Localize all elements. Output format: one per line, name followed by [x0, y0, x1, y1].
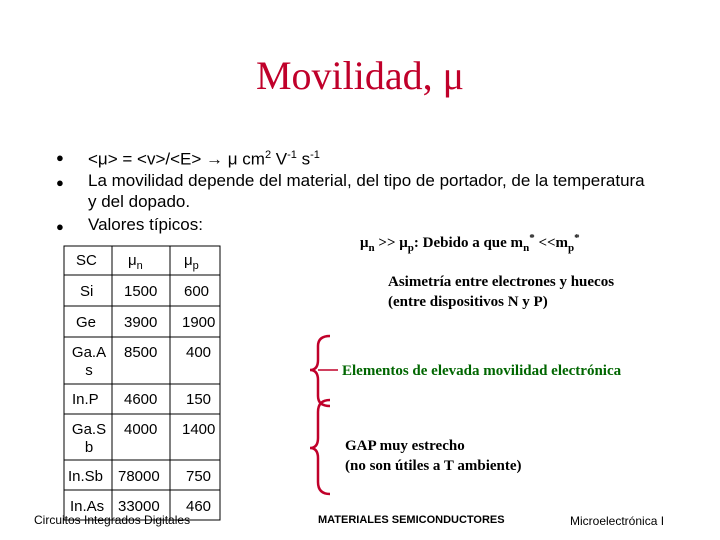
- sup: -1: [287, 149, 297, 161]
- sc-line: Ga.A: [71, 344, 107, 361]
- bullet-text: V: [271, 149, 288, 169]
- note-line: (no son útiles a T ambiente): [345, 458, 522, 474]
- note-sub: p: [407, 242, 414, 254]
- sup: 2: [264, 149, 272, 161]
- bullet-marker: ●: [56, 150, 64, 165]
- note-line: Asimetría entre electrones y huecos: [388, 274, 615, 290]
- table-cell-sc: In.As: [70, 498, 105, 515]
- table-cell-mup: 400: [186, 344, 212, 361]
- table-cell-mun: 4000: [124, 421, 158, 438]
- sub: n: [136, 260, 143, 272]
- mu-symbol: μ: [184, 252, 193, 269]
- sc-line: Ga.S: [71, 421, 107, 438]
- note-text: >> μ: [374, 235, 408, 251]
- table-cell-mun: 1500: [124, 283, 158, 300]
- bullet-line: La movilidad depende del material, del tipo de portador, de la temperatura: [88, 171, 645, 190]
- note-text: μ: [360, 235, 369, 251]
- table-header-mup: [184, 252, 199, 275]
- bullet-text: <μ> = <v>/<E> → μ cm: [88, 149, 265, 169]
- table-cell-mup: 1400: [182, 421, 216, 438]
- footer-subject: Microelectrónica I: [570, 514, 665, 528]
- bullet-line: y del dopado.: [88, 192, 191, 211]
- note-line: (entre dispositivos N y P): [388, 294, 548, 310]
- table-header-sc: SC: [76, 252, 97, 269]
- bullet-text: s: [296, 149, 311, 169]
- table-cell-sc: In.P: [72, 391, 99, 408]
- sc-line: b: [84, 439, 94, 456]
- bracket-high-mobility: [310, 336, 330, 406]
- note-sup: *: [574, 232, 580, 244]
- note-sub: p: [568, 242, 575, 254]
- table-cell-sc: In.Sb: [68, 468, 104, 485]
- note-sub: n: [368, 242, 375, 254]
- table-cell-mun: 8500: [124, 344, 158, 361]
- table-cell-sc: [70, 421, 108, 457]
- bullet-marker: ●: [56, 175, 64, 190]
- sup: -1: [310, 149, 320, 161]
- note-text: <<m: [534, 235, 569, 251]
- note-high-mobility: Elementos de elevada movilidad electrónica: [342, 363, 622, 379]
- table-cell-mup: 150: [186, 391, 212, 408]
- sc-line: s: [85, 362, 93, 379]
- table-cell-sc: [70, 344, 108, 380]
- note-sup: *: [529, 232, 535, 244]
- bullet-typical-values: Valores típicos:: [88, 215, 203, 234]
- table-cell-mup: 1900: [182, 314, 216, 331]
- sub: p: [192, 260, 199, 272]
- table-cell-sc: Ge: [76, 314, 97, 331]
- bullet-marker: ●: [56, 219, 64, 234]
- table-cell-mup: 600: [184, 283, 210, 300]
- table-cell-sc: Si: [80, 283, 94, 300]
- table-cell-mun: 3900: [124, 314, 158, 331]
- slide-title: Movilidad, μ: [255, 53, 465, 98]
- mu-symbol: μ: [128, 252, 137, 269]
- footer-topic: MATERIALES SEMICONDUCTORES: [318, 514, 505, 526]
- footer-course: Circuitos Integrados Digitales: [34, 513, 191, 527]
- note-text: : Debido a que m: [413, 235, 524, 251]
- table-cell-mup: 460: [186, 498, 212, 515]
- table-cell-mun: 78000: [118, 468, 160, 485]
- table-cell-mup: 750: [186, 468, 212, 485]
- table-cell-mun: 33000: [118, 498, 160, 515]
- note-sub: n: [523, 242, 530, 254]
- table-cell-mun: 4600: [124, 391, 158, 408]
- bracket-narrow-gap: [310, 400, 330, 494]
- note-line: GAP muy estrecho: [345, 438, 465, 454]
- table-header-mun: [128, 252, 143, 275]
